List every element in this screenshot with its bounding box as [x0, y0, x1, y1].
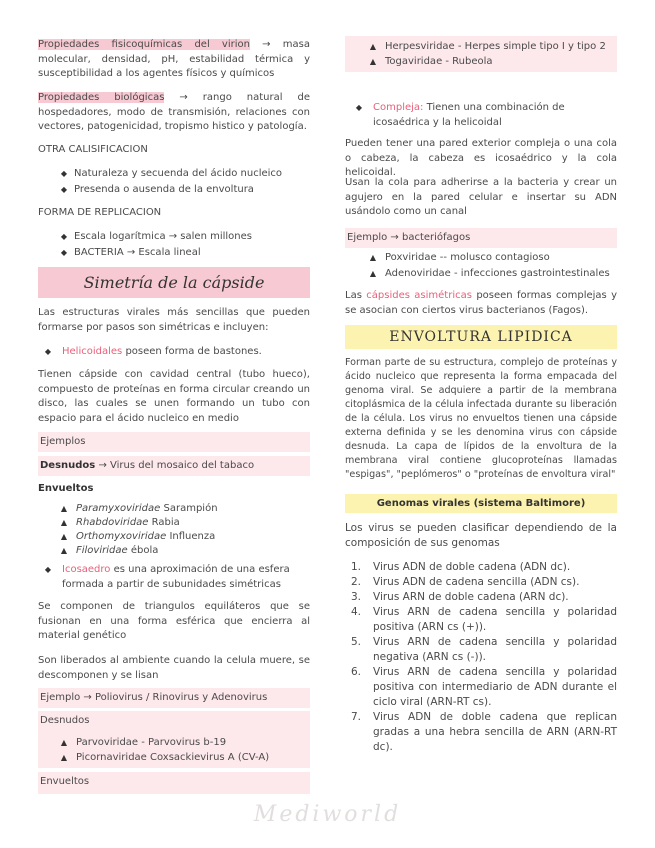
naked2-list	[58, 735, 306, 765]
triangle-bullet-icon: ▲	[60, 518, 68, 527]
biological-text: rango natural de hospedadores, modo de transmisión, relaciones con vectores, patogenicidad, tropismo histico y patología.	[38, 92, 310, 132]
triangles-paragraph: Se componen de triangulos equiláteros que se fusionan en una forma esférica que encierra al material genético	[38, 601, 310, 641]
triangle-bullet-icon: ▲	[369, 269, 377, 278]
enveloped-label: Envueltos	[38, 483, 94, 494]
tail-paragraph: Usan la cola para adherirse a la bacteria y crear un agujero en la pared celular e insertar su ADN usándolo como un canal	[345, 177, 617, 217]
list-item: ▲ Rhabdoviridae Rabia	[58, 516, 310, 530]
biological-label: Propiedades biológicas	[38, 92, 165, 103]
bullet-icon: ◆	[60, 185, 68, 194]
bullet-icon: ◆	[44, 565, 52, 574]
released-paragraph: Son liberados al ambiente cuando la celula muere, se descomponen y se lisan	[38, 655, 310, 681]
replication-list	[58, 229, 310, 261]
watermark: Mediworld	[253, 802, 402, 827]
list-item: ◆ Presenda o ausenda de la envoltura	[58, 182, 310, 198]
triangle-bullet-icon: ▲	[60, 532, 68, 541]
top-families-box	[345, 36, 617, 72]
triangle-bullet-icon: ▲	[369, 57, 377, 66]
list-item: ▲ Paramyxoviridae Sarampión	[58, 502, 310, 516]
helical-label: Helicoidales	[62, 346, 123, 357]
naked2-box	[38, 732, 310, 768]
physicochemical-label: Propiedades fisicoquímicas del virion	[38, 39, 250, 50]
icosahedron-item	[42, 562, 310, 592]
triangle-bullet-icon: ▲	[369, 253, 377, 262]
symmetry-intro: Las estructuras virales más sencillas que pueden formarse por pasos son simétricas e incluyen:	[38, 307, 310, 333]
list-item: ▲ Togaviridae - Rubeola	[367, 54, 613, 69]
replication-title: FORMA DE REPLICACION	[38, 207, 162, 218]
list-item: ▲ Parvoviridae - Parvovirus b-19	[58, 735, 306, 750]
arrow-icon: →	[262, 39, 271, 50]
arrow-icon: →	[179, 92, 188, 103]
bullet-icon: ◆	[44, 347, 52, 356]
asymmetric-paragraph: Las cápsides asimétricas poseen formas complejas y se asocian con ciertos virus bacterianos (Fagos).	[345, 290, 618, 316]
list-item: 3. Virus ARN de doble cadena (ARN dc).	[351, 591, 569, 603]
bullet-icon: ◆	[355, 103, 363, 112]
list-item: ▲ Adenoviridae - infecciones gastrointestinales	[367, 266, 617, 282]
list-item: 5. Virus ARN de cadena sencilla y polaridad negativa (ARN cs (-)).	[351, 636, 617, 663]
biological-paragraph	[38, 91, 310, 135]
baltimore-intro: Los virus se pueden clasificar dependiendo de la composición de sus genomas	[345, 522, 617, 549]
complex-item	[353, 100, 617, 130]
physicochemical-paragraph	[38, 38, 310, 82]
asymmetric-label: cápsides asimétricas	[366, 290, 472, 301]
list-item: ◆ Icosaedro es una aproximación de una esfera formada a partir de subunidades simétricas	[42, 562, 310, 592]
triangle-bullet-icon: ▲	[60, 504, 68, 513]
triangle-bullet-icon: ▲	[60, 753, 68, 762]
baltimore-list	[345, 560, 617, 755]
baltimore-heading: Genomas virales (sistema Baltimore)	[345, 494, 617, 513]
helical-item	[42, 344, 310, 360]
other-classification-list	[58, 166, 310, 198]
bacteriophage-example: Ejemplo → bacteriófagos	[345, 228, 617, 248]
list-item: ◆ Helicoidales poseen forma de bastones.	[42, 344, 310, 360]
physicochemical-text: masa molecular, densidad, pH, estabilidad térmica y susceptibilidad a los agentes físicos y químicos	[38, 39, 310, 79]
list-item: 1. Virus ADN de doble cadena (ADN dc).	[351, 561, 571, 573]
list-item: ▲ Poxviridae -- molusco contagioso	[367, 250, 617, 266]
list-item: 6. Virus ARN de cadena sencilla y polaridad positiva con intermediario de ADN durante el ciclo viral (ARN-RT cs).	[351, 666, 617, 708]
icosahedron-label: Icosaedro	[62, 564, 111, 575]
list-item: ▲ Orthomyxoviridae Influenza	[58, 530, 310, 544]
bullet-icon: ◆	[60, 169, 68, 178]
triangle-bullet-icon: ▲	[60, 546, 68, 555]
list-item: ◆ Naturaleza y secuenda del ácido nucleico	[58, 166, 310, 182]
list-item: 4. Virus ARN de cadena sencilla y polaridad positiva (ARN cs (+)).	[351, 606, 617, 633]
list-item: ◆ Escala logarítmica → salen millones	[58, 229, 310, 245]
list-item: ◆ BACTERIA → Escala lineal	[58, 245, 310, 261]
wall-paragraph: Pueden tener una pared exterior compleja o una cola o cabeza, la cabeza es icosaédrico y la cola helicoidal.	[345, 138, 617, 178]
naked2-label: Desnudos	[38, 711, 310, 735]
helical-description: Tienen cápside con cavidad central (tubo hueco), compuesto de proteínas en forma circular creando un disco, las cuales se unen formando un tubo con espacio para el ácido nucleico en medio	[38, 369, 310, 424]
other-classification-title: OTRA CALISIFICACION	[38, 144, 148, 155]
envelope-heading: ENVOLTURA LIPIDICA	[345, 325, 617, 349]
example-polio: Ejemplo → Poliovirus / Rinovirus y Adenovirus	[38, 688, 310, 708]
bullet-icon: ◆	[60, 232, 68, 241]
list-item: ▲ Picornaviridae Coxsackievirus A (CV-A)	[58, 750, 306, 765]
envelope-paragraph: Forman parte de su estructura, complejo de proteínas y ácido nucleico que representa la forma empacada del genoma viral. Se adquiere a partir de la membrana citoplásmica de la célula infectada durante su liberación de la célula. Los virus no envueltos tienen una cápside externa definida y se les denomina virus con cápside desnuda. La capa de lípidos de la envoltura de la membrana viral contiene glucoproteínas llamadas "espigas", "peplómeros" o "proteínas de envoltura viral"	[345, 357, 617, 480]
enveloped-list	[58, 502, 310, 558]
list-item: 7. Virus ADN de doble cadena que replican gradas a una hebra sencilla de ARN (ARN-RT dc).	[351, 711, 617, 753]
enveloped2-label: Envueltos	[38, 772, 310, 794]
top-families-list	[367, 39, 613, 69]
list-item: 2. Virus ADN de cadena sencilla (ADN cs).	[351, 576, 580, 588]
complex-label: Compleja:	[373, 102, 424, 113]
triangle-bullet-icon: ▲	[369, 42, 377, 51]
triangle-bullet-icon: ▲	[60, 738, 68, 747]
examples-label: Ejemplos	[38, 432, 310, 452]
list-item: ◆ Compleja: Tienen una combinación de icosaédrica y la helicoidal	[353, 100, 617, 130]
list-item: ▲ Herpesviridae - Herpes simple tipo I y tipo 2	[367, 39, 613, 54]
bullet-icon: ◆	[60, 248, 68, 257]
naked-example: Desnudos → Virus del mosaico del tabaco	[38, 456, 310, 476]
bacteriophage-list	[367, 250, 617, 282]
list-item: ▲ Filoviridae ébola	[58, 544, 310, 558]
symmetry-heading: Simetría de la cápside	[38, 267, 310, 298]
